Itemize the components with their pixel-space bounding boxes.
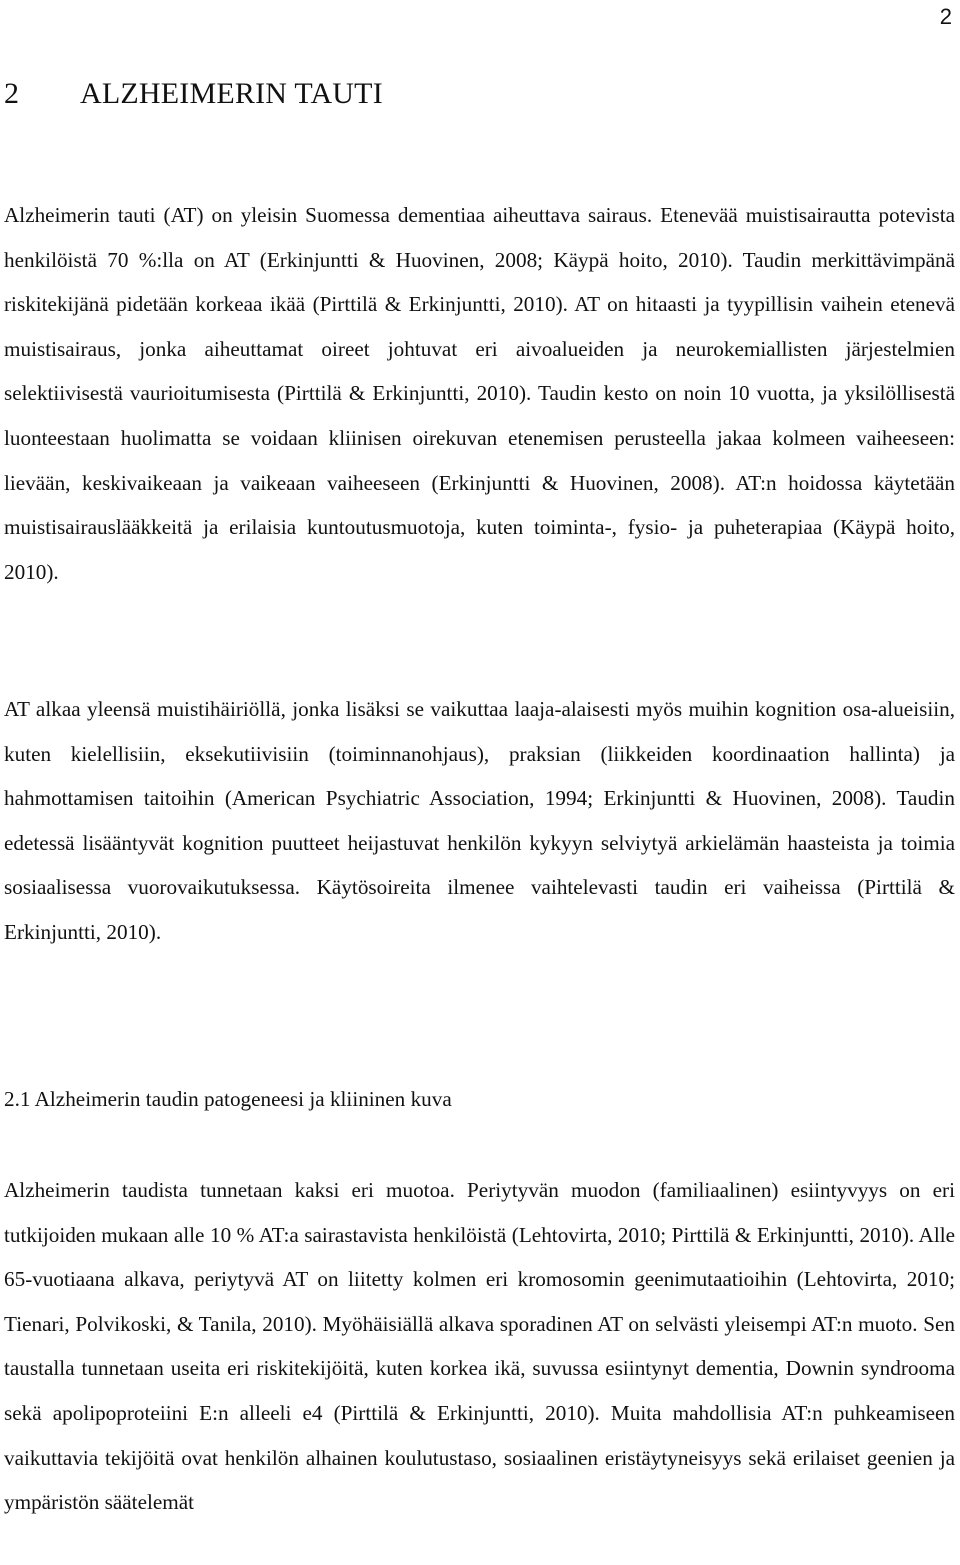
chapter-title: ALZHEIMERIN TAUTI [80, 77, 383, 110]
body-paragraph: AT alkaa yleensä muistihäiriöllä, jonka lisäksi se vaikuttaa laaja-alaisesti myös muihin kognition osa-alueisiin, kuten kielellisiin, eksekutiivisiin (toiminnanohjaus), praksian (liikkeiden koordinaation hallinta) ja hahmottamisen taitoihin (American Psychiatric Association, 1994; Erkinjuntti & Huovinen, 2008). Taudin edetessä lisääntyvät kognition puutteet heijastuvat henkilön kykyyn selviytyä arkielämän haasteista ja toimia sosiaalisessa vuorovaikutuksessa. Käytösoireita ilmenee vaihtelevasti taudin eri vaiheissa (Pirttilä & Erkinjuntti, 2010). [4, 697, 955, 944]
chapter-heading [4, 76, 383, 112]
section-heading: 2.1 Alzheimerin taudin patogeneesi ja kliininen kuva [4, 1087, 452, 1111]
section-paragraph: Alzheimerin taudista tunnetaan kaksi eri muotoa. Periytyvän muodon (familiaalinen) esiintyvyys on eri tutkijoiden mukaan alle 10 % AT:a sairastavista henkilöistä (Lehtovirta, 2010; Pirttilä & Erkinjuntti, 2010). Alle 65-vuotiaana alkava, periytyvä AT on liitetty kolmen eri kromosomin geenimutaatioihin (Lehtovirta, 2010; Tienari, Polvikoski, & Tanila, 2010). Myöhäisiällä alkava sporadinen AT on selvästi yleisempi AT:n muoto. Sen taustalla tunnetaan useita eri riskitekijöitä, kuten korkea ikä, suvussa esiintynyt dementia, Downin syndrooma sekä apolipoproteiini E:n alleeli e4 (Pirttilä & Erkinjuntti, 2010). Muita mahdollisia AT:n puhkeamiseen vaikuttavia tekijöitä ovat henkilön alhainen koulutustaso, sosiaalinen eristäytyneisyys sekä erilaiset geenien ja ympäristön säätelemät [4, 1178, 955, 1515]
page-number: 2 [939, 4, 952, 29]
body-paragraph: Alzheimerin tauti (AT) on yleisin Suomessa dementiaa aiheuttava sairaus. Etenevää muistisairautta potevista henkilöistä 70 %:lla on AT (Erkinjuntti & Huovinen, 2008; Käypä hoito, 2010). Taudin merkittävimpänä riskitekijänä pidetään korkeaa ikää (Pirttilä & Erkinjuntti, 2010). AT on hitaasti ja tyypillisin vaihein etenevä muistisairaus, jonka aiheuttamat oireet johtuvat eri aivoalueiden ja neurokemiallisten järjestelmien selektiivisestä vaurioitumisesta (Pirttilä & Erkinjuntti, 2010). Taudin kesto on noin 10 vuotta, ja yksilöllisestä luonteestaan huolimatta se voidaan kliinisen oirekuvan etenemisen perusteella jakaa kolmeen vaiheeseen: lievään, keskivaikeaan ja vaikeaan vaiheeseen (Erkinjuntti & Huovinen, 2008). AT:n hoidossa käytetään muistisairauslääkkeitä ja erilaisia kuntoutusmuotoja, kuten toiminta-, fysio- ja puheterapiaa (Käypä hoito, 2010). [4, 203, 955, 584]
chapter-number: 2 [4, 77, 20, 110]
